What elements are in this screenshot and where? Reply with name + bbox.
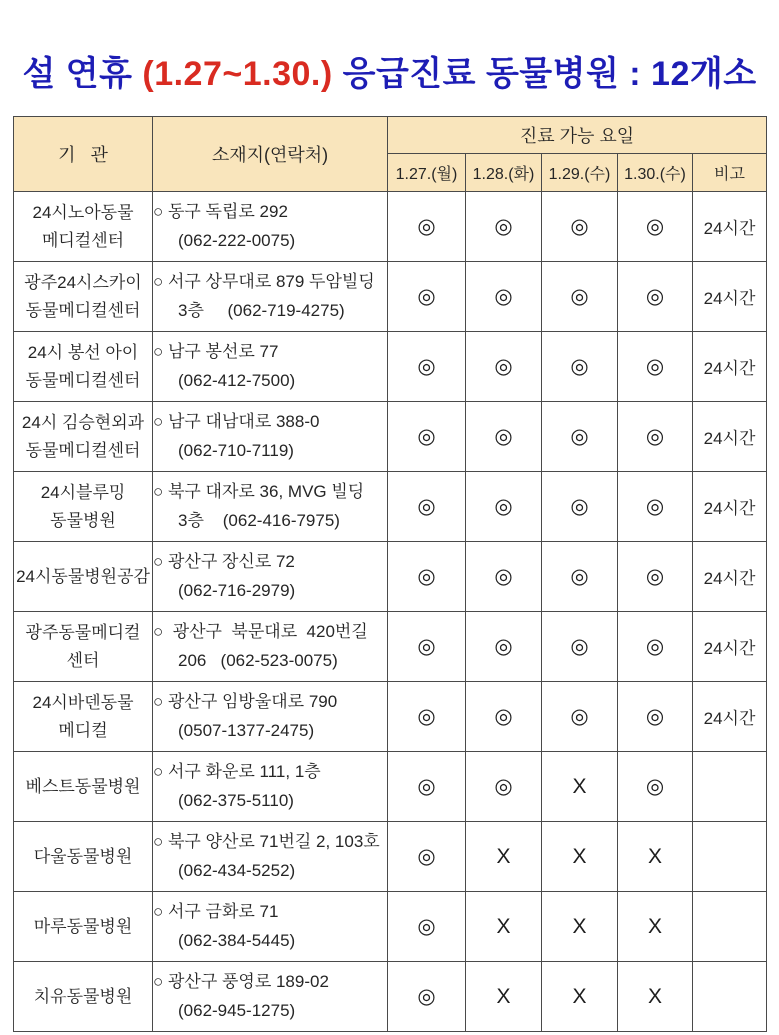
institution-cell: 마루동물병원 [14,892,153,962]
address-cell: ○ 서구 상무대로 879 두암빌딩 3층 (062-719-4275) [153,262,388,332]
day-mark-cell-3: ◎ [618,472,693,542]
institution-cell: 24시 김승현외과 동물메디컬센터 [14,402,153,472]
table-row [14,472,767,542]
day-mark-cell-2: ◎ [542,682,618,752]
table-row [14,262,767,332]
table-row [14,542,767,612]
address-cell: ○ 광산구 북문대로 420번길 206 (062-523-0075) [153,612,388,682]
hospital-table [13,116,767,1032]
institution-cell: 24시 봉선 아이 동물메디컬센터 [14,332,153,402]
institution-cell: 다울동물병원 [14,822,153,892]
day-mark-cell-2: ◎ [542,332,618,402]
institution-cell: 24시바덴동물 메디컬 [14,682,153,752]
header-location: 소재지(연락처) [153,117,388,192]
day-mark-cell-0: ◎ [388,262,466,332]
header-date-thu: 1.30.(수) [618,154,693,192]
address-cell: ○ 서구 화운로 111, 1층 (062-375-5110) [153,752,388,822]
day-mark-cell-2: ◎ [542,262,618,332]
day-mark-cell-0: ◎ [388,332,466,402]
note-cell: 24시간 [693,262,767,332]
day-mark-cell-1: ◎ [466,332,542,402]
day-mark-cell-0: ◎ [388,822,466,892]
table-body [14,192,767,1032]
header-row-top [14,117,767,154]
day-mark-cell-3: ◎ [618,192,693,262]
note-cell: 24시간 [693,192,767,262]
day-mark-cell-3: ◎ [618,682,693,752]
day-mark-cell-2: ◎ [542,192,618,262]
day-mark-cell-1: ◎ [466,682,542,752]
day-mark-cell-3: ◎ [618,542,693,612]
title-date-range: (1.27~1.30.) [142,55,333,93]
day-mark-cell-0: ◎ [388,682,466,752]
day-mark-cell-2: X [542,822,618,892]
table-row [14,682,767,752]
day-mark-cell-2: ◎ [542,472,618,542]
institution-cell: 24시노아동물 메디컬센터 [14,192,153,262]
day-mark-cell-1: ◎ [466,542,542,612]
day-mark-cell-0: ◎ [388,192,466,262]
day-mark-cell-1: X [466,892,542,962]
address-cell: ○ 북구 양산로 71번길 2, 103호 (062-434-5252) [153,822,388,892]
header-date-wed: 1.29.(수) [542,154,618,192]
day-mark-cell-0: ◎ [388,472,466,542]
day-mark-cell-3: ◎ [618,402,693,472]
table-row [14,402,767,472]
day-mark-cell-1: ◎ [466,752,542,822]
day-mark-cell-1: ◎ [466,472,542,542]
day-mark-cell-2: X [542,892,618,962]
institution-cell: 치유동물병원 [14,962,153,1032]
table-row [14,822,767,892]
day-mark-cell-0: ◎ [388,612,466,682]
day-mark-cell-1: ◎ [466,192,542,262]
address-cell: ○ 남구 대남대로 388-0 (062-710-7119) [153,402,388,472]
day-mark-cell-3: ◎ [618,612,693,682]
day-mark-cell-1: X [466,962,542,1032]
table-row [14,752,767,822]
day-mark-cell-0: ◎ [388,962,466,1032]
page-title [0,0,779,95]
day-mark-cell-2: X [542,962,618,1032]
day-mark-cell-0: ◎ [388,402,466,472]
institution-cell: 광주동물메디컬 센터 [14,612,153,682]
day-mark-cell-2: ◎ [542,612,618,682]
day-mark-cell-1: ◎ [466,402,542,472]
day-mark-cell-1: ◎ [466,262,542,332]
header-available-days: 진료 가능 요일 [388,117,767,154]
header-date-mon: 1.27.(월) [388,154,466,192]
day-mark-cell-1: X [466,822,542,892]
day-mark-cell-3: ◎ [618,332,693,402]
day-mark-cell-3: X [618,962,693,1032]
table-row [14,612,767,682]
note-cell [693,962,767,1032]
day-mark-cell-0: ◎ [388,752,466,822]
day-mark-cell-3: ◎ [618,262,693,332]
header-institution: 기 관 [14,117,153,192]
note-cell: 24시간 [693,402,767,472]
note-cell: 24시간 [693,542,767,612]
address-cell: ○ 광산구 풍영로 189-02 (062-945-1275) [153,962,388,1032]
title-prefix: 설 연휴 [22,55,143,93]
table-row [14,962,767,1032]
day-mark-cell-2: ◎ [542,542,618,612]
note-cell [693,892,767,962]
day-mark-cell-0: ◎ [388,892,466,962]
day-mark-cell-0: ◎ [388,542,466,612]
institution-cell: 24시블루밍 동물병원 [14,472,153,542]
header-note: 비고 [693,154,767,192]
table-row [14,892,767,962]
address-cell: ○ 서구 금화로 71 (062-384-5445) [153,892,388,962]
header-date-tue: 1.28.(화) [466,154,542,192]
note-cell: 24시간 [693,682,767,752]
address-cell: ○ 동구 독립로 292 (062-222-0075) [153,192,388,262]
day-mark-cell-3: ◎ [618,752,693,822]
day-mark-cell-2: ◎ [542,402,618,472]
address-cell: ○ 북구 대자로 36, MVG 빌딩 3층 (062-416-7975) [153,472,388,542]
institution-cell: 광주24시스카이 동물메디컬센터 [14,262,153,332]
table-row [14,332,767,402]
day-mark-cell-2: X [542,752,618,822]
note-cell: 24시간 [693,472,767,542]
institution-cell: 24시동물병원공감 [14,542,153,612]
note-cell: 24시간 [693,332,767,402]
institution-cell: 베스트동물병원 [14,752,153,822]
address-cell: ○ 광산구 임방울대로 790 (0507-1377-2475) [153,682,388,752]
day-mark-cell-3: X [618,822,693,892]
note-cell [693,822,767,892]
note-cell [693,752,767,822]
day-mark-cell-1: ◎ [466,612,542,682]
address-cell: ○ 광산구 장신로 72 (062-716-2979) [153,542,388,612]
table-row [14,192,767,262]
address-cell: ○ 남구 봉선로 77 (062-412-7500) [153,332,388,402]
note-cell: 24시간 [693,612,767,682]
day-mark-cell-3: X [618,892,693,962]
title-suffix: 응급진료 동물병원 : 12개소 [332,55,757,93]
